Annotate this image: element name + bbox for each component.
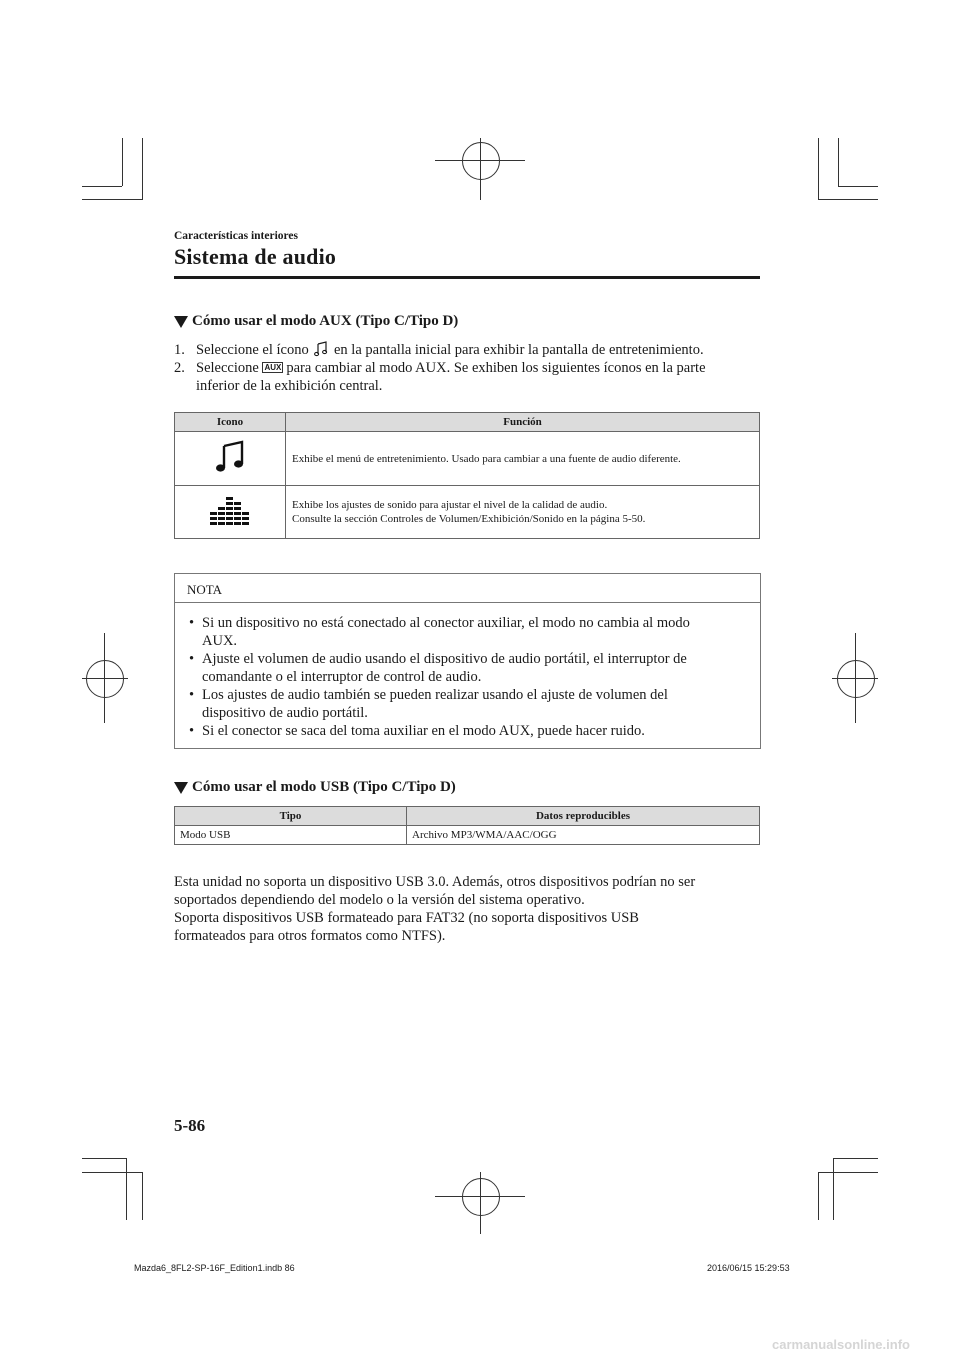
- bullet-icon: •: [189, 687, 195, 703]
- bullet-text: AUX.: [202, 633, 238, 649]
- table-row: [175, 826, 760, 845]
- table-header-cell: Datos reproducibles: [407, 807, 760, 826]
- paragraph-line: Esta unidad no soporta un dispositivo USB 3.0. Además, otros dispositivos podrían no ser: [174, 874, 696, 890]
- section-label: Características interiores: [174, 230, 299, 242]
- step-text: en la pantalla inicial para exhibir la pantalla de entretenimiento.: [333, 342, 704, 358]
- triangle-bullet-icon: [174, 782, 188, 794]
- usb-table: [174, 806, 760, 845]
- usb-heading-text: Cómo usar el modo USB (Tipo C/Tipo D): [192, 779, 456, 795]
- sound-equalizer-icon: [210, 495, 250, 527]
- music-note-icon: [314, 341, 328, 357]
- step-text: para cambiar al modo AUX. Se exhiben los siguientes íconos en la parte: [286, 360, 706, 376]
- bullet-icon: •: [189, 615, 195, 631]
- note-header: [175, 574, 760, 603]
- table-cell-text: Exhibe el menú de entretenimiento. Usado para cambiar a una fuente de audio diferente.: [286, 432, 760, 486]
- aux-heading-text: Cómo usar el modo AUX (Tipo C/Tipo D): [192, 313, 459, 329]
- step-number: 2.: [174, 360, 185, 376]
- paragraph-line: soportados dependiendo del modelo o la versión del sistema operativo.: [174, 892, 585, 908]
- cell-line: Exhibe los ajustes de sonido para ajustar el nivel de la calidad de audio.: [292, 499, 608, 511]
- music-note-icon: [215, 440, 245, 474]
- table-row: [175, 432, 760, 486]
- table-header-cell: Tipo: [175, 807, 407, 826]
- note-label: NOTA: [187, 582, 223, 597]
- table-header-cell: Icono: [175, 413, 286, 432]
- table-header-row: [175, 807, 760, 826]
- cell-line: Consulte la sección Controles de Volumen/Exhibición/Sonido en la página 5-50.: [292, 513, 646, 525]
- print-date-info: 2016/06/15 15:29:53: [707, 1263, 790, 1273]
- paragraph-line: formateados para otros formatos como NTFS).: [174, 928, 446, 944]
- table-cell: Archivo MP3/WMA/AAC/OGG: [407, 826, 760, 845]
- watermark: carmanualsonline.info: [772, 1337, 910, 1352]
- table-cell: Modo USB: [175, 826, 407, 845]
- bullet-text: dispositivo de audio portátil.: [202, 705, 368, 721]
- table-cell-icon: [175, 432, 286, 486]
- usb-heading: [174, 779, 456, 796]
- print-file-info: Mazda6_8FL2-SP-16F_Edition1.indb 86: [134, 1263, 295, 1273]
- bullet-text: Si un dispositivo no está conectado al conector auxiliar, el modo no cambia al modo: [202, 615, 690, 631]
- title-rule: [174, 276, 760, 279]
- table-cell-text: [286, 486, 760, 539]
- bullet-icon: •: [189, 723, 195, 739]
- step-text: Seleccione: [196, 360, 259, 376]
- triangle-bullet-icon: [174, 316, 188, 328]
- page-title: Sistema de audio: [174, 244, 337, 269]
- note-box: [174, 573, 761, 749]
- table-header-cell: Función: [286, 413, 760, 432]
- bullet-text: comandante o el interruptor de control de audio.: [202, 669, 482, 685]
- icon-function-table: [174, 412, 760, 539]
- table-cell-icon: [175, 486, 286, 539]
- table-row: [175, 486, 760, 539]
- step-text: Seleccione el ícono: [196, 342, 309, 358]
- step-text: inferior de la exhibición central.: [196, 378, 383, 394]
- aux-heading: [174, 313, 458, 330]
- bullet-text: Los ajustes de audio también se pueden realizar usando el ajuste de volumen del: [202, 687, 668, 703]
- bullet-text: Si el conector se saca del toma auxiliar en el modo AUX, puede hacer ruido.: [202, 723, 645, 739]
- bullet-text: Ajuste el volumen de audio usando el dispositivo de audio portátil, el interruptor de: [202, 651, 687, 667]
- usb-paragraph: [174, 873, 764, 945]
- table-header-row: [175, 413, 760, 432]
- bullet-icon: •: [189, 651, 195, 667]
- page-number: 5-86: [174, 1116, 206, 1135]
- step-number: 1.: [174, 342, 185, 358]
- aux-badge-icon: AUX: [264, 363, 282, 372]
- paragraph-line: Soporta dispositivos USB formateado para FAT32 (no soporta dispositivos USB: [174, 910, 639, 926]
